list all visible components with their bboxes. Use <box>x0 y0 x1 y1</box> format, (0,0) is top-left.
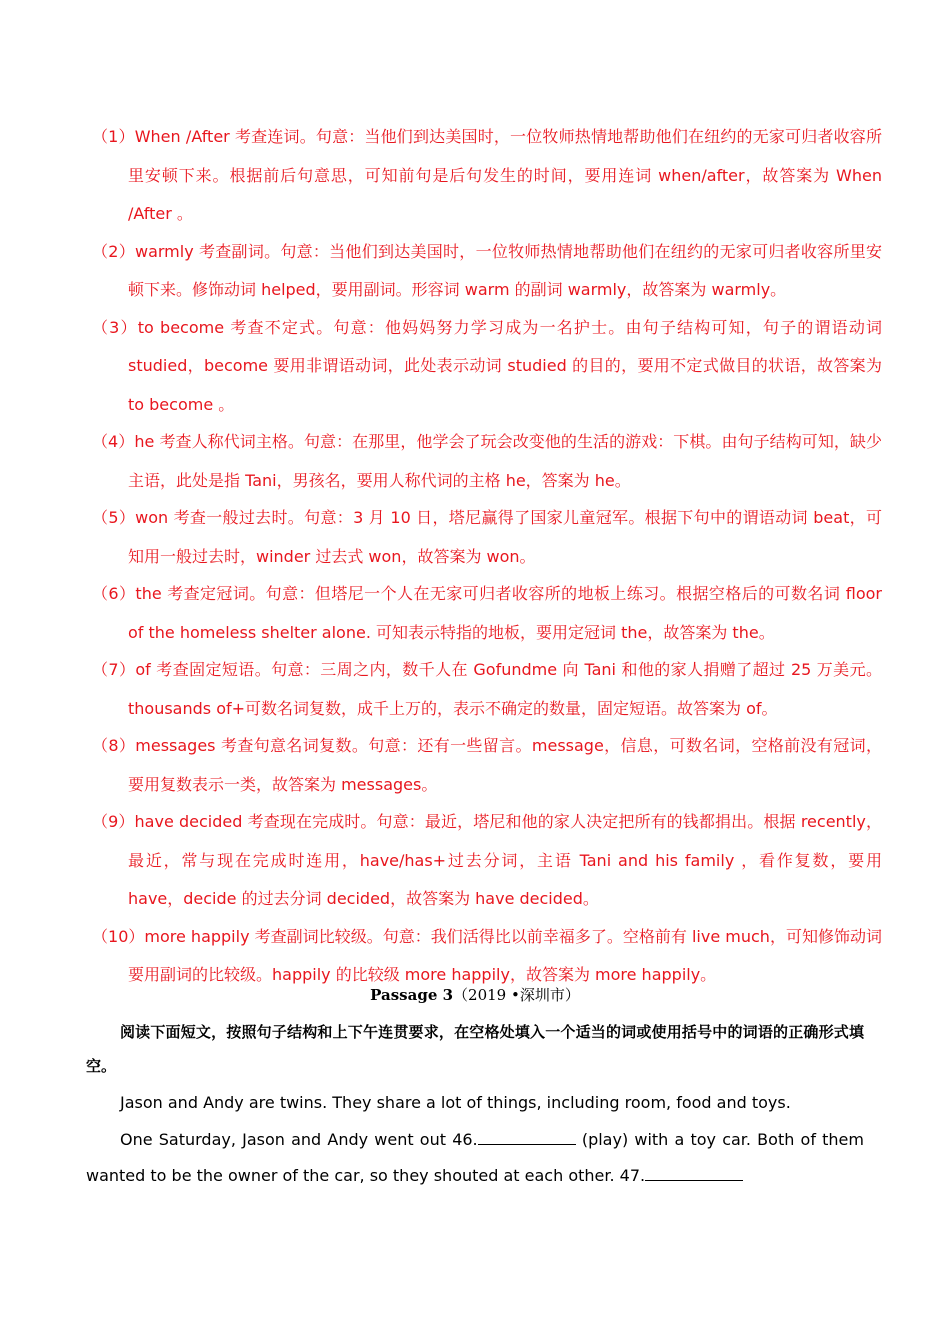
passage-body <box>86 1085 864 1195</box>
answer-item-4: （4）he 考查人称代词主格。句意：在那里，他学会了玩会改变他的生活的游戏：下棋。由句子结构可知，缺少主语，此处是指 Tani，男孩名，要用人称代词的主格 he，答案为 he。 <box>92 432 882 490</box>
answer-item-3: （3）to become 考查不定式。句意：他妈妈努力学习成为一名护士。由句子结构可知，句子的谓语动词 studied，become 要用非谓语动词，此处表示动词 studied 的目的，要用不定式做目的状语，故答案为 to become 。 <box>92 317 882 414</box>
blank-47[interactable] <box>645 1166 743 1181</box>
answer-item-1: （1）When /After 考查连词。句意：当他们到达美国时，一位牧师热情地帮助他们在纽约的无家可归者收容所里安顿下来。根据前后句意思，可知前句是后句发生的时间，要用连词 when/after，故答案为 When /After 。 <box>92 127 882 223</box>
answer-item-8: （8）messages 考查句意名词复数。句意：还有一些留言。message，信息，可数名词，空格前没有冠词，要用复数表示一类，故答案为 messages。 <box>92 736 882 794</box>
paragraph-2-text-1: One Saturday, Jason and Andy went out 46. <box>120 1129 478 1149</box>
blank-46[interactable] <box>478 1130 576 1145</box>
passage-title: Passage 3 <box>370 986 454 1004</box>
passage-paragraph-2 <box>86 1122 864 1195</box>
answer-item-6: （6）the 考查定冠词。句意：但塔尼一个人在无家可归者收容所的地板上练习。根据空格后的可数名词 floor of the homeless shelter alone. 可知表示特指的地板，要用定冠词 the，故答案为 the。 <box>92 584 882 642</box>
answer-explanations <box>92 118 882 995</box>
passage-heading <box>0 984 950 1006</box>
answer-item-10: （10）more happily 考查副词比较级。句意：我们活得比以前幸福多了。空格前有 live much，可知修饰动词要用副词的比较级。happily 的比较级 more happily，故答案为 more happily。 <box>92 926 882 984</box>
paragraph-2-text-2: (play) with a toy car. Both of them wanted to be the owner of the car, so they shouted at each other. 47. <box>86 1129 864 1185</box>
answer-item-7: （7）of 考查固定短语。句意：三周之内，数千人在 Gofundme 向 Tani 和他的家人捐赠了超过 25 万美元。thousands of+可数名词复数，成千上万的，表示不确定的数量，固定短语。故答案为 of。 <box>92 660 882 718</box>
passage-source: （2019 •深圳市） <box>453 986 580 1004</box>
answer-item-5: （5）won 考查一般过去时。句意：3 月 10 日，塔尼赢得了国家儿童冠军。根据下句中的谓语动词 beat，可知用一般过去时，winder 过去式 won，故答案为 won。 <box>92 508 882 566</box>
passage-instructions: 阅读下面短文，按照句子结构和上下午连贯要求，在空格处填入一个适当的词或使用括号中的词语的正确形式填空。 <box>86 1023 864 1075</box>
answer-item-2: （2）warmly 考查副词。句意：当他们到达美国时，一位牧师热情地帮助他们在纽约的无家可归者收容所里安顿下来。修饰动词 helped，要用副词。形容词 warm 的副词 warmly，故答案为 warmly。 <box>92 241 882 299</box>
answer-item-9: （9）have decided 考查现在完成时。句意：最近，塔尼和他的家人决定把所有的钱都捐出。根据 recently，最近，常与现在完成时连用，have/has+过去分词，主语 Tani and his family ，看作复数，要用 have，decide 的过去分词 decided，故答案为 have decided。 <box>92 812 882 908</box>
passage-paragraph-1: Jason and Andy are twins. They share a lot of things, including room, food and toys. <box>120 1093 791 1112</box>
